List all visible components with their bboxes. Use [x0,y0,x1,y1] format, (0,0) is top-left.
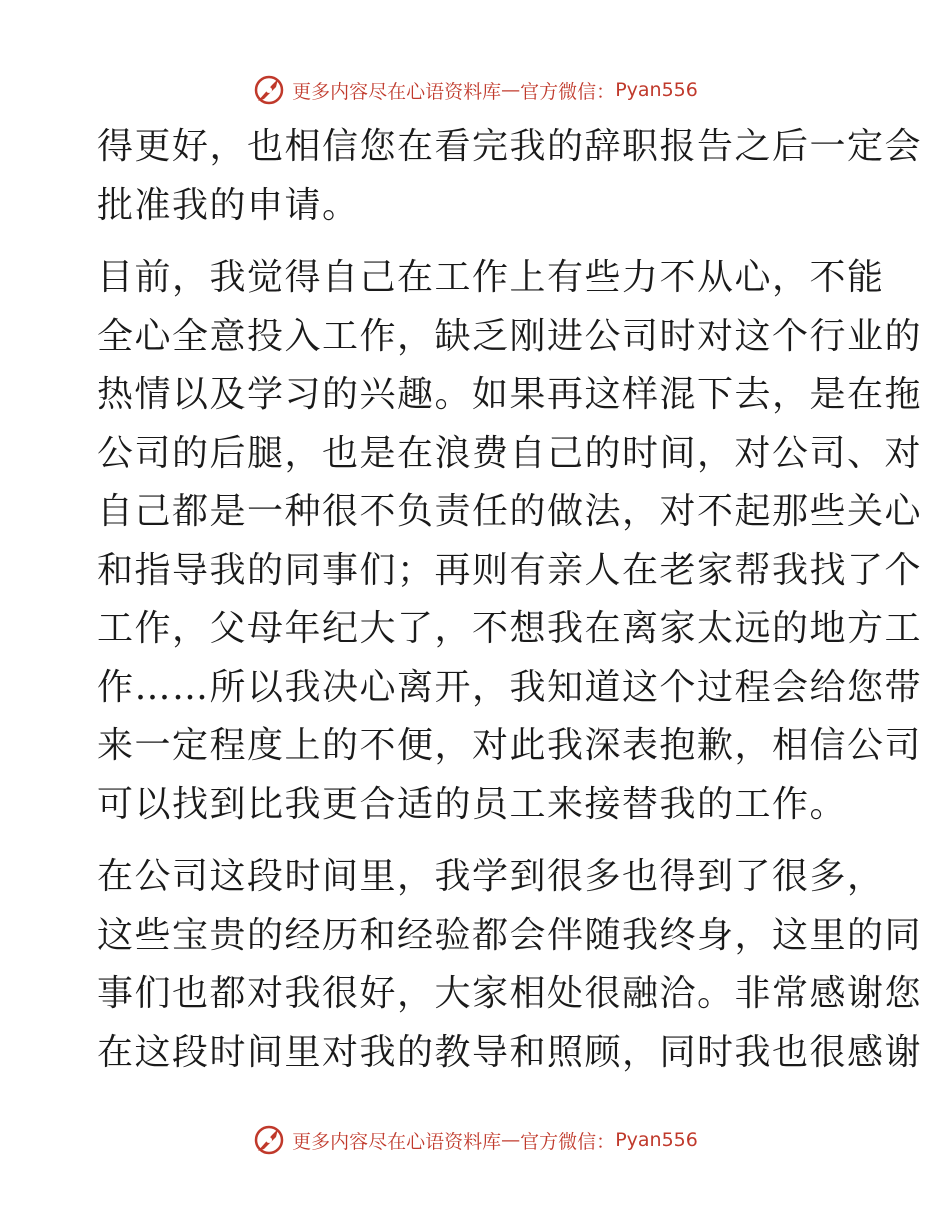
text-line: 事们也都对我很好，大家相处很融洽。非常感谢您 [97,973,923,1014]
watermark-wechat-id: Pyan556 [615,1129,698,1151]
watermark-dash: — [501,79,521,101]
paragraph [97,118,923,235]
watermark-text: 更多内容尽在心语资料库 [292,80,502,103]
text-line: 在这段时间里对我的教导和照顾，同时我也很感谢 [97,1031,923,1073]
paragraph [97,848,923,1082]
text-line: 自己都是一种很不负责任的做法，对不起那些关心 [97,491,923,532]
text-line: 可以找到比我更合适的员工来接替我的工作。 [97,783,848,825]
text-line: 得更好，也相信您在看完我的辞职报告之后一定会 [97,126,923,167]
watermark-text: 更多内容尽在心语资料库 [292,1130,502,1153]
text-line: 这些宝贵的经历和经验都会伴随我终身，这里的同 [97,914,923,956]
text-line: 热情以及学习的兴趣。如果再这样混下去，是在拖 [97,374,923,415]
text-line: 全心全意投入工作，缺乏刚进公司时对这个行业的 [97,315,923,357]
paragraph [97,249,923,834]
footer-watermark [0,1120,950,1160]
watermark-dash: — [501,1129,521,1151]
header-watermark [0,70,950,110]
watermark-wechat-label: 官方微信： [520,80,616,103]
watermark-wechat-id: Pyan556 [615,79,698,101]
text-line: 批准我的申请。 [97,184,360,226]
quill-pen-logo-icon [252,1123,286,1157]
text-line: 和指导我的同事们；再则有亲人在老家帮我找了个 [97,549,923,591]
text-line: 来一定程度上的不便，对此我深表抱歉，相信公司 [97,725,923,766]
text-line: 公司的后腿，也是在浪费自己的时间，对公司、对 [97,432,923,474]
text-line: 作……所以我决心离开，我知道这个过程会给您带 [97,666,923,708]
text-line: 在公司这段时间里，我学到很多也得到了很多， [97,856,885,897]
document-body [97,118,923,1082]
text-line: 目前，我觉得自己在工作上有些力不从心，不能 [97,257,885,298]
watermark-wechat-label: 官方微信： [520,1130,616,1153]
text-line: 工作，父母年纪大了，不想我在离家太远的地方工 [97,608,923,649]
quill-pen-logo-icon [252,73,286,107]
